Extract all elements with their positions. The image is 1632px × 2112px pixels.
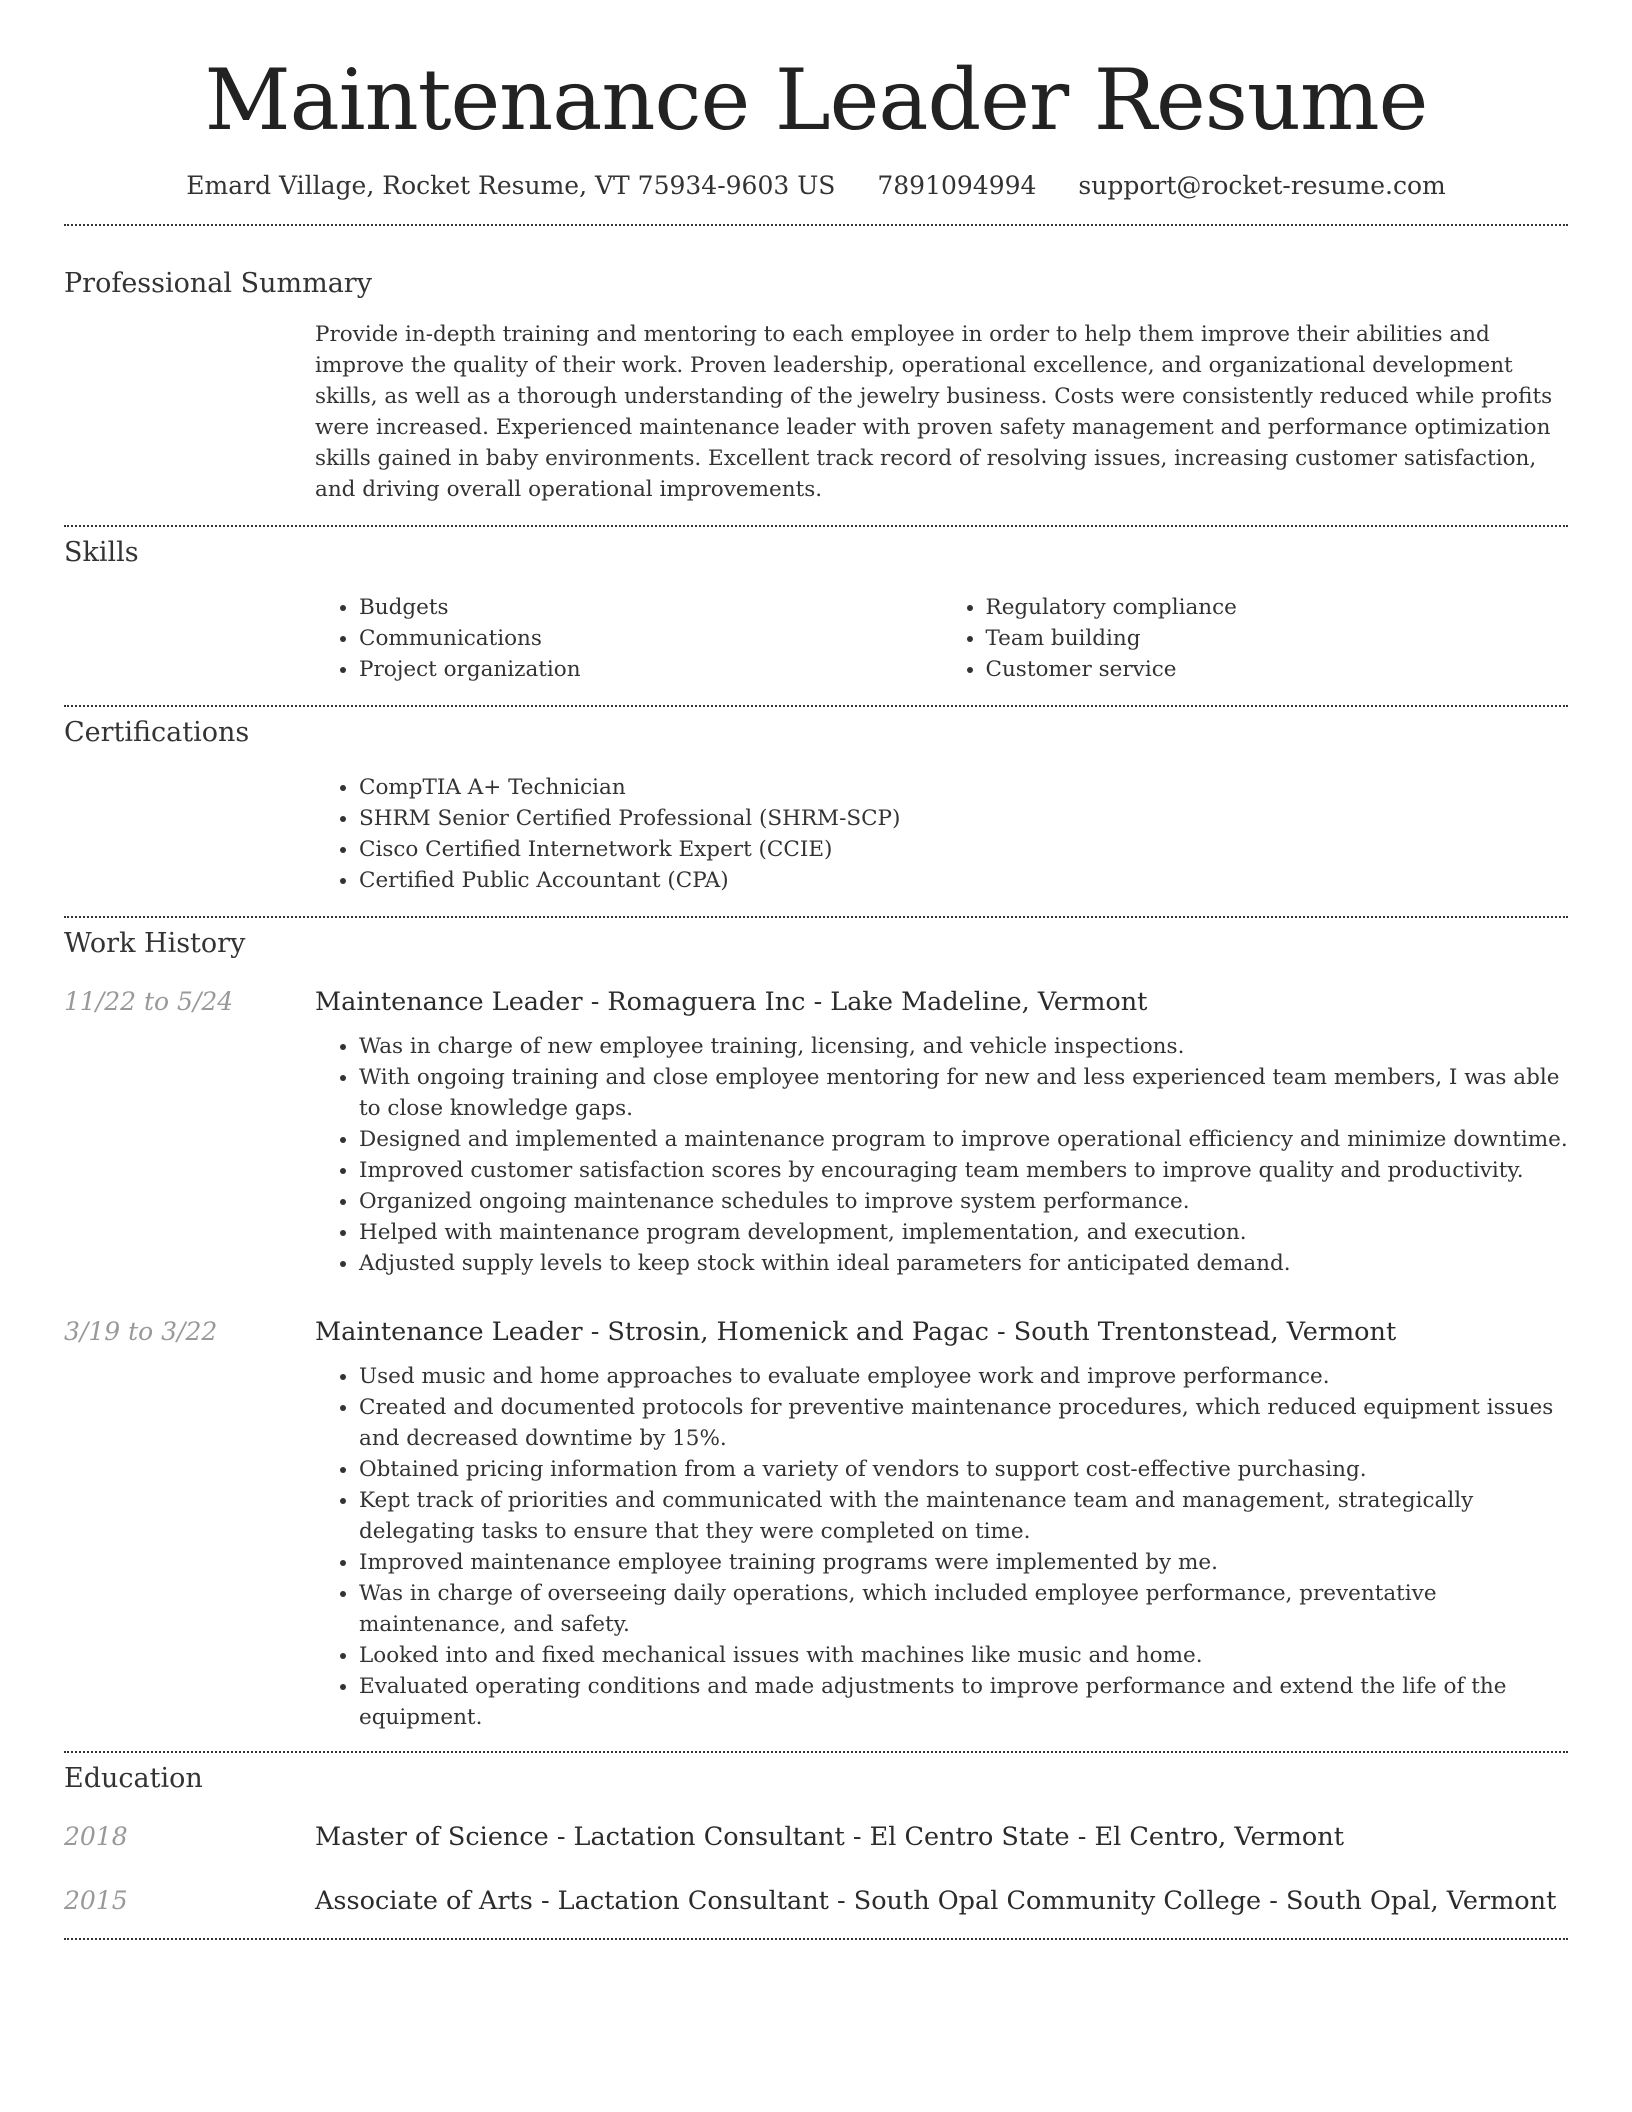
job-bullet: • Obtained pricing information from a variety of vendors to support cost-effective purchasing. — [359, 1454, 1568, 1485]
job-dates: 11/22 to 5/24 — [64, 987, 234, 1016]
skills-column-left — [315, 592, 942, 685]
contact-email: support@rocket-resume.com — [1078, 171, 1446, 200]
job-bullet: • Evaluated operating conditions and made adjustments to improve performance and extend the life of the equipment. — [359, 1671, 1568, 1733]
job-bullet: • Was in charge of new employee training, licensing, and vehicle inspections. — [359, 1031, 1568, 1062]
job-bullet: • Organized ongoing maintenance schedules to improve system performance. — [359, 1186, 1568, 1217]
certification-item: • Certified Public Accountant (CPA) — [359, 865, 1568, 896]
skill-item: • Regulatory compliance — [986, 592, 1569, 623]
job-bullet: • Created and documented protocols for preventive maintenance procedures, which reduced equipment issues and decreased downtime by 15%. — [359, 1392, 1568, 1454]
skills-column-right — [942, 592, 1569, 685]
skill-item: • Customer service — [986, 654, 1569, 685]
skill-item: • Team building — [986, 623, 1569, 654]
job-bullet: • Was in charge of overseeing daily operations, which included employee performance, preventative maintenance, and safety. — [359, 1578, 1568, 1640]
job-bullet: • Designed and implemented a maintenance program to improve operational efficiency and minimize downtime. — [359, 1124, 1568, 1155]
skills-list — [315, 592, 1568, 685]
education-year: 2015 — [64, 1886, 128, 1915]
divider — [64, 705, 1568, 707]
job-bullet: • Improved maintenance employee training programs were implemented by me. — [359, 1547, 1568, 1578]
contact-phone: 7891094994 — [877, 171, 1037, 200]
education-entry — [64, 1822, 1568, 1852]
skill-item: • Project organization — [359, 654, 942, 685]
divider — [64, 525, 1568, 527]
job-title: Maintenance Leader - Strosin, Homenick and Pagac - South Trentonstead, Vermont — [315, 1317, 1397, 1347]
divider — [64, 1751, 1568, 1753]
certification-item: • SHRM Senior Certified Professional (SHRM-SCP) — [359, 803, 1568, 834]
divider — [64, 224, 1568, 226]
education-text: Master of Science - Lactation Consultant - El Centro State - El Centro, Vermont — [315, 1822, 1344, 1852]
certifications-list — [315, 772, 1568, 896]
skills-heading: Skills — [64, 537, 139, 568]
contact-line — [64, 166, 1568, 206]
certifications-heading: Certifications — [64, 717, 250, 748]
education-year: 2018 — [64, 1822, 128, 1851]
divider — [64, 916, 1568, 918]
job-bullet: • With ongoing training and close employee mentoring for new and less experienced team members, I was able to close knowledge gaps. — [359, 1062, 1568, 1124]
education-entry — [64, 1886, 1568, 1916]
skill-item: • Communications — [359, 623, 942, 654]
job-title: Maintenance Leader - Romaguera Inc - Lake Madeline, Vermont — [315, 987, 1148, 1017]
job-bullets — [315, 1361, 1568, 1733]
education-heading: Education — [64, 1763, 203, 1794]
job-bullet: • Kept track of priorities and communicated with the maintenance team and management, strategically delegating tasks to ensure that they were completed on time. — [359, 1485, 1568, 1547]
job-bullets — [315, 1031, 1568, 1279]
divider — [64, 1938, 1568, 1940]
job-entry — [64, 987, 1568, 1279]
certification-item: • Cisco Certified Internetwork Expert (CCIE) — [359, 834, 1568, 865]
contact-address: Emard Village, Rocket Resume, VT 75934-9603 US — [186, 171, 836, 200]
job-bullet: • Helped with maintenance program development, implementation, and execution. — [359, 1217, 1568, 1248]
job-dates: 3/19 to 3/22 — [64, 1317, 218, 1346]
job-bullet: • Looked into and fixed mechanical issues with machines like music and home. — [359, 1640, 1568, 1671]
skill-item: • Budgets — [359, 592, 942, 623]
summary-heading: Professional Summary — [64, 268, 372, 299]
job-bullet: • Used music and home approaches to evaluate employee work and improve performance. — [359, 1361, 1568, 1392]
job-bullet: • Improved customer satisfaction scores by encouraging team members to improve quality and productivity. — [359, 1155, 1568, 1186]
job-bullet: • Adjusted supply levels to keep stock within ideal parameters for anticipated demand. — [359, 1248, 1568, 1279]
education-text: Associate of Arts - Lactation Consultant - South Opal Community College - South Opal, Vermont — [315, 1886, 1557, 1916]
work-history-heading: Work History — [64, 928, 246, 959]
certification-item: • CompTIA A+ Technician — [359, 772, 1568, 803]
resume-title: Maintenance Leader Resume — [204, 51, 1428, 149]
job-entry — [64, 1317, 1568, 1733]
summary-text: Provide in-depth training and mentoring to each employee in order to help them improve their abilities and improve the quality of their work. Proven leadership, operational excellence, and organizational development skills, as well as a thorough understanding of the jewelry business. Costs were consistently reduced while profits were increased. Experienced maintenance leader with proven safety management and performance optimization skills gained in baby environments. Excellent track record of resolving issues, increasing customer satisfaction, and driving overall operational improvements. — [315, 322, 1553, 502]
